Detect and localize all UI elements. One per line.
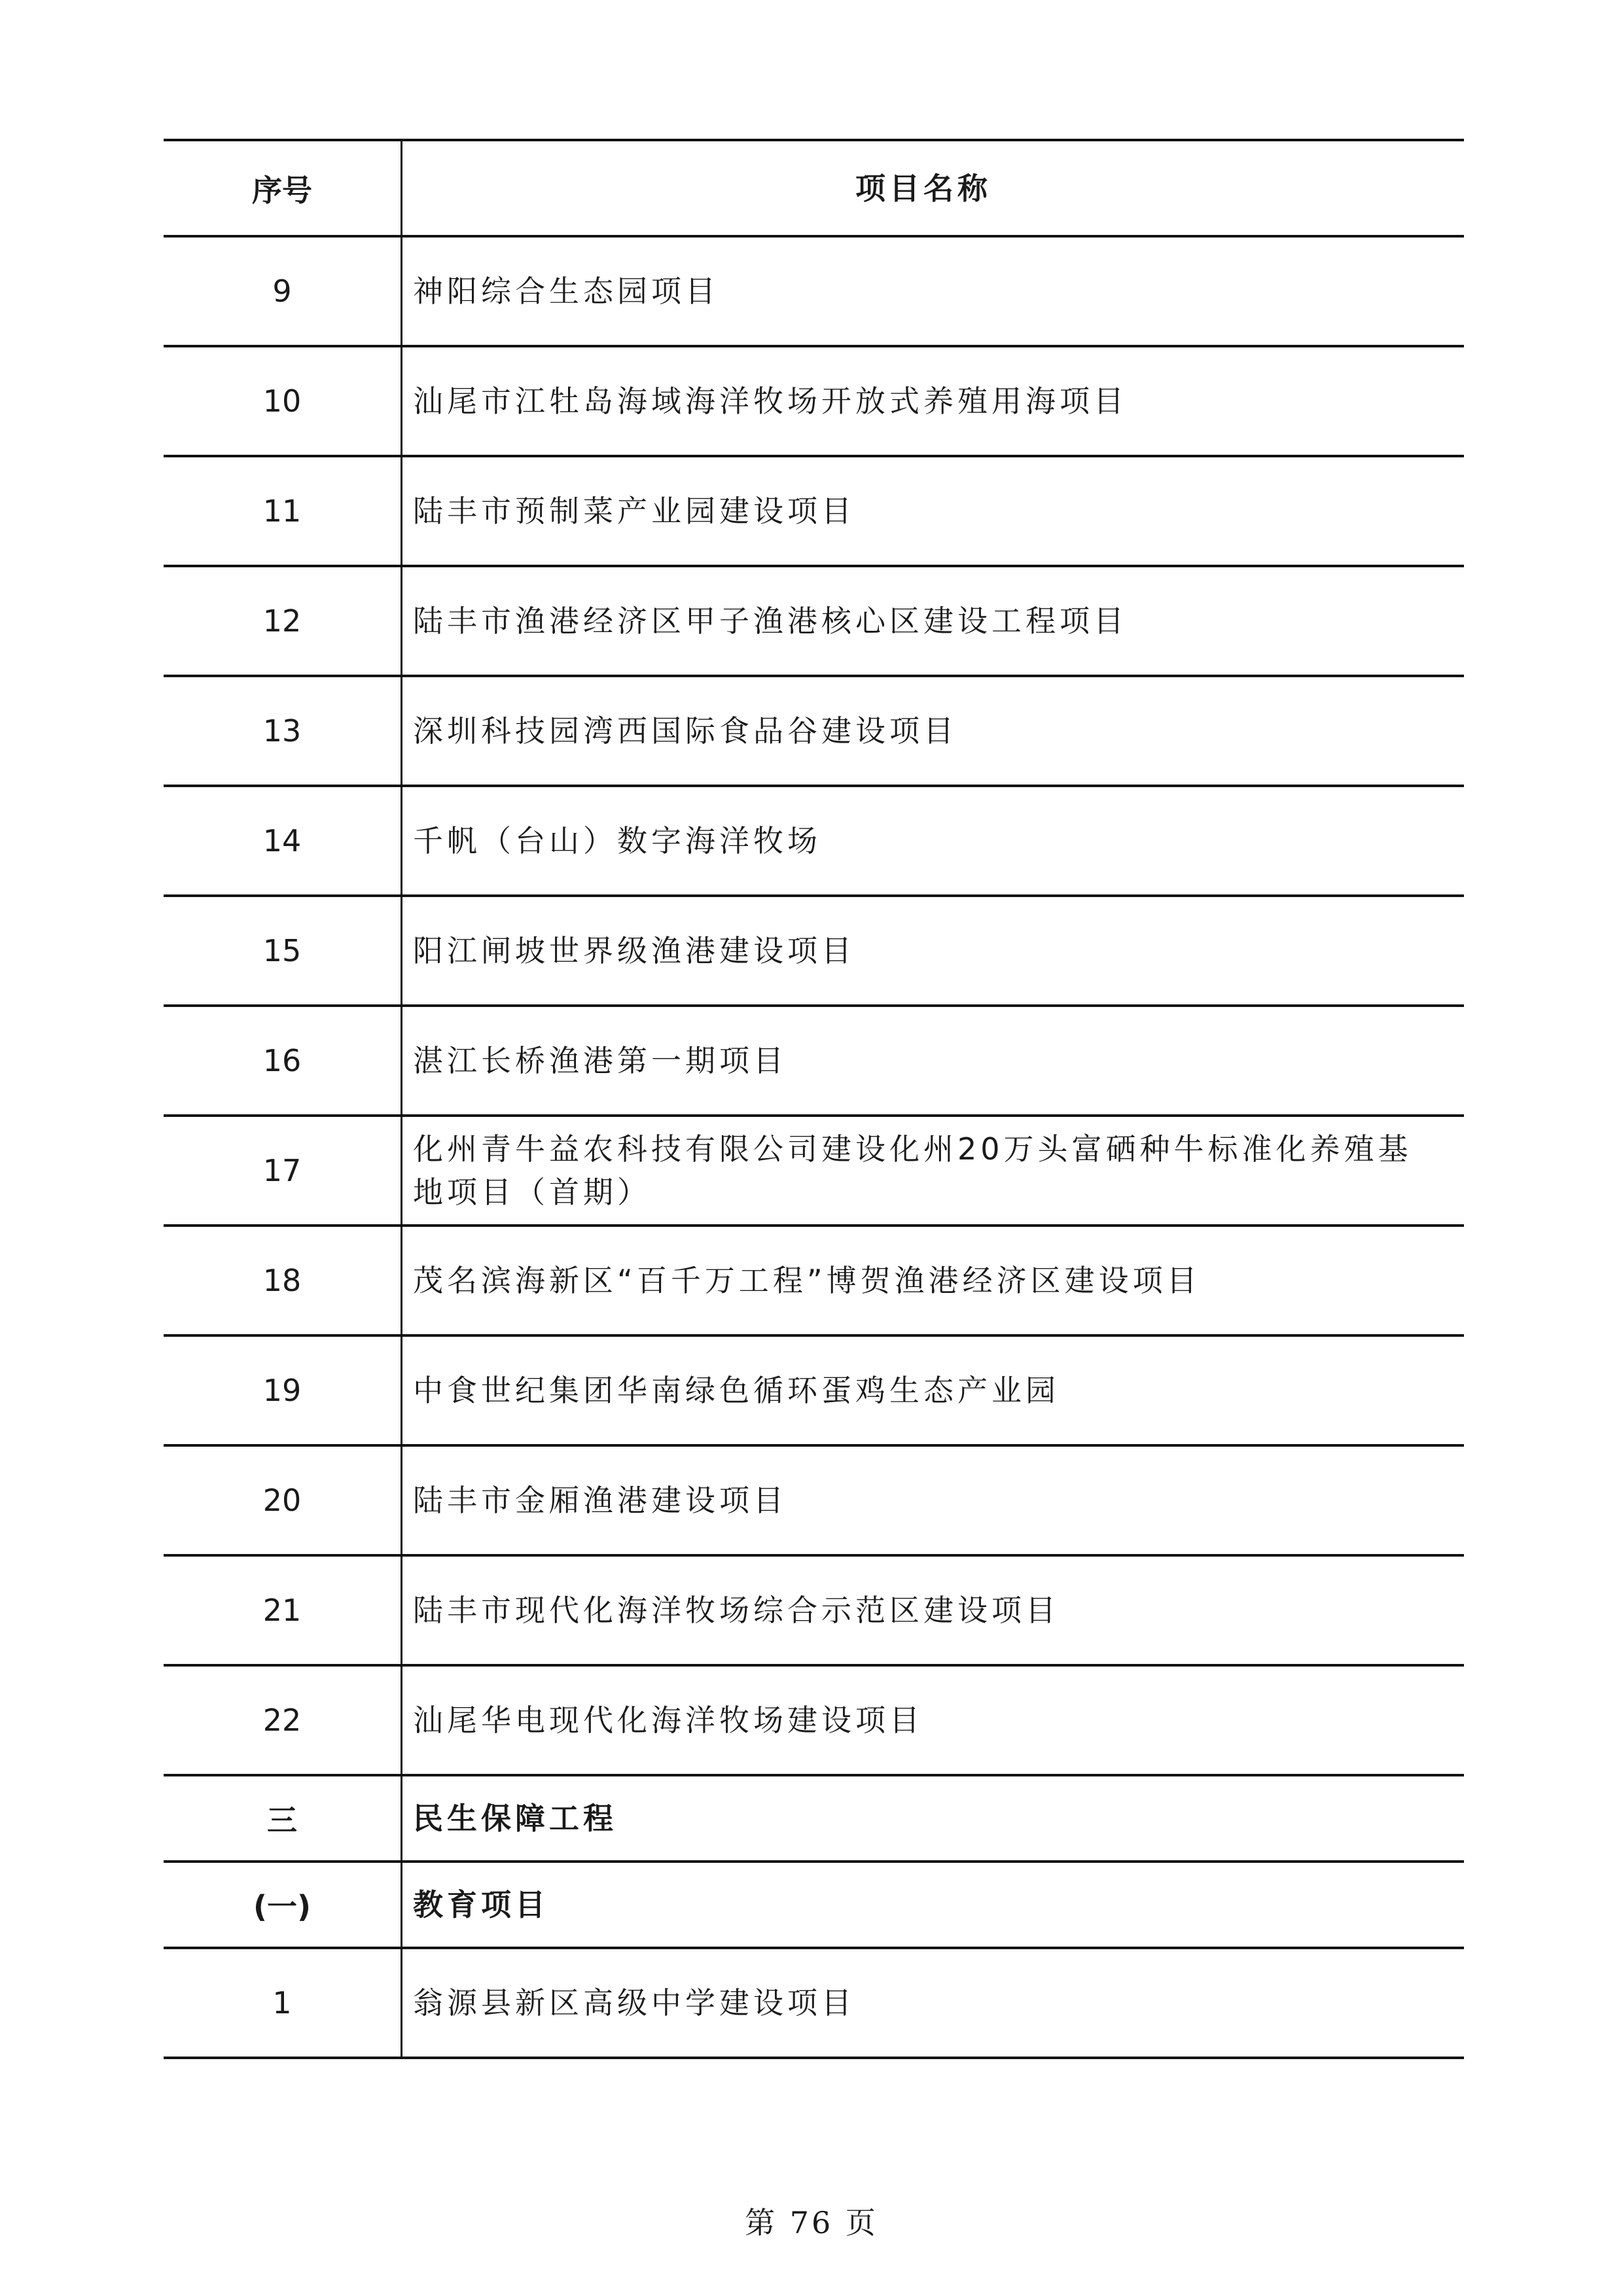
serial-number-cell: 21: [164, 1557, 402, 1664]
project-name-cell: 深圳科技园湾西国际食品谷建设项目: [413, 713, 957, 749]
serial-number-cell: 14: [164, 787, 402, 894]
project-name-cell: 民生保障工程: [413, 1801, 617, 1836]
serial-number-cell: 16: [164, 1007, 402, 1114]
table-body: [164, 238, 1464, 2059]
project-name-cell: 翁源县新区高级中学建设项目: [413, 1985, 855, 2021]
table-row: [164, 787, 1464, 897]
project-name-cell: 陆丰市金厢渔港建设项目: [413, 1483, 787, 1518]
project-name-cell: 汕尾市江牡岛海域海洋牧场开放式养殖用海项目: [413, 383, 1128, 419]
serial-number-cell: 三: [164, 1776, 402, 1860]
serial-number-cell: 18: [164, 1227, 402, 1334]
serial-number-cell: 11: [164, 457, 402, 565]
project-table: [164, 139, 1464, 2059]
project-name-cell: 陆丰市预制菜产业园建设项目: [413, 493, 855, 529]
section-row: [164, 1776, 1464, 1863]
serial-number-cell: 20: [164, 1447, 402, 1554]
serial-number-cell: 15: [164, 897, 402, 1004]
table-row: [164, 1337, 1464, 1447]
serial-number-cell: 22: [164, 1667, 402, 1774]
table-row: [164, 1117, 1464, 1227]
table-row: [164, 897, 1464, 1007]
project-name-cell: 化州青牛益农科技有限公司建设化州20万头富硒种牛标准化养殖基地项目（首期）: [413, 1131, 1412, 1210]
project-name-cell: 中食世纪集团华南绿色循环蛋鸡生态产业园: [413, 1373, 1060, 1408]
table-row: [164, 347, 1464, 457]
project-name-cell: 汕尾华电现代化海洋牧场建设项目: [413, 1703, 923, 1738]
project-name-cell: 湛江长桥渔港第一期项目: [413, 1043, 787, 1078]
serial-number-cell: 12: [164, 567, 402, 675]
table-row: [164, 1557, 1464, 1667]
section-row: [164, 1863, 1464, 1949]
header-serial-number: 序号: [164, 141, 402, 235]
table-row: [164, 1667, 1464, 1776]
project-name-cell: 神阳综合生态园项目: [413, 274, 719, 309]
table-row: [164, 238, 1464, 347]
serial-number-cell: 1: [164, 1949, 402, 2057]
table-row: [164, 567, 1464, 677]
table-row: [164, 1949, 1464, 2059]
project-name-cell: 阳江闸坡世界级渔港建设项目: [413, 933, 855, 968]
serial-number-cell: 13: [164, 677, 402, 785]
project-name-cell: 陆丰市渔港经济区甲子渔港核心区建设工程项目: [413, 603, 1128, 639]
serial-number-cell: 9: [164, 238, 402, 345]
page-number: 第 76 页: [745, 2205, 878, 2240]
project-name-cell: 千帆（台山）数字海洋牧场: [413, 823, 821, 858]
header-project-name: 项目名称: [855, 170, 991, 206]
table-row: [164, 1447, 1464, 1557]
serial-number-cell: 19: [164, 1337, 402, 1444]
table-row: [164, 1227, 1464, 1337]
table-row: [164, 677, 1464, 787]
project-name-cell: 茂名滨海新区“百千万工程”博贺渔港经济区建设项目: [413, 1263, 1201, 1298]
table-row: [164, 457, 1464, 567]
serial-number-cell: 10: [164, 347, 402, 455]
table-header-row: [164, 141, 1464, 238]
serial-number-cell: (一): [164, 1863, 402, 1947]
project-name-cell: 教育项目: [413, 1887, 549, 1922]
table-row: [164, 1007, 1464, 1117]
project-name-cell: 陆丰市现代化海洋牧场综合示范区建设项目: [413, 1593, 1060, 1628]
serial-number-cell: 17: [164, 1117, 402, 1224]
